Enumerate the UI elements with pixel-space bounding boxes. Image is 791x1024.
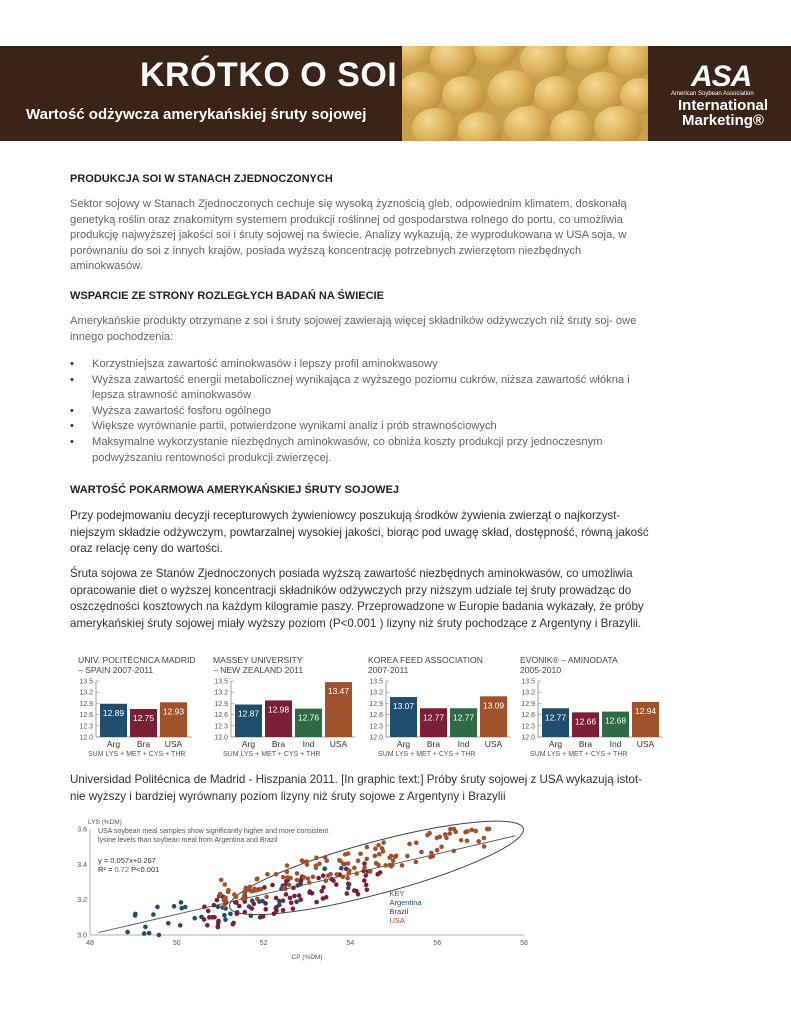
scatter-point [133,912,138,917]
scatter-point [295,871,300,876]
scatter-point [322,866,327,871]
scatter-point [419,850,424,855]
scatter-point [381,840,386,845]
list-item: • Wyższa zawartość energii metabolicznej wynikająca z wyższego poziomu cukrów, niższa zawartość włókna i lepsza strawność aminokwasów [70,373,660,404]
bar-value-label: 12.93 [162,706,185,717]
bar-chart-evonik [512,655,657,763]
scatter-point [249,906,254,911]
chart-plot [70,677,198,751]
scatter-point [389,854,394,859]
scatter-point [155,905,160,910]
list-item: • Większe wyrównanie partii, potwierdzone wynikami analiz i prób strawnościowych [70,419,660,435]
scatter-point [288,876,293,881]
scatter-point [352,888,357,893]
scatter-point [274,872,279,877]
section-text-production: Sektor sojowy w Stanach Zjednoczonych cechuje się wysoką żyznością gleb, odpowiednim klimatem, doskonałą genetyką roślin oraz znakomitym systemem produkcji roślinnej od gospodarstwa rolnego do portu, co umożliwia produkcję najwyższej jakości soi i śruty sojowej na świecie. Analizy wykazują, że wyprodukowana w USA soja, w porównaniu do soi z innych krajów, posiada wyższą koncentrację potrzebnych zwierzętom niezbędnych aminokwasów. [70,198,627,273]
y-tick-label: 12.0 [79,734,93,742]
scatter-point [291,906,296,911]
soybeans-photo [402,46,648,141]
scatter-point [362,861,367,866]
scatter-point [334,872,339,877]
scatter-point [316,876,321,881]
asa-logo [665,60,777,130]
scatter-point [407,842,412,847]
scatter-point [270,883,275,888]
scatter-point [297,893,302,898]
chart-note: lysine levels than soybean meal from Argentina and Brazil [98,837,278,844]
x-tick-label: Ind [457,739,470,749]
legend-entry: Brazil [389,907,409,917]
scatter-point [222,904,227,909]
scatter-point [147,931,152,936]
list-item: • Wyższa zawartość fosforu ogólnego [70,404,660,420]
x-tick-label: 50 [172,940,181,947]
scatter-point [443,832,448,837]
benefits-list [70,357,660,466]
bar-value-label: 12.75 [132,713,155,723]
scatter-point [202,917,207,922]
scatter-point [425,833,430,838]
bar-value-label: 12.77 [544,712,567,723]
list-item: • Korzystniejsza zawartość aminokwasów i lepszy profil aminokwasowy [70,357,660,373]
scatter-point [284,892,289,897]
y-tick-label: 12.3 [79,723,93,731]
soybean-shape [458,112,502,141]
scatter-point [212,903,217,908]
scatter-point [447,831,452,836]
scatter-point [274,896,279,901]
scatter-point [324,858,329,863]
scatter-point [356,858,361,863]
scatter-point [448,827,453,832]
scatter-point [368,869,373,874]
scatter-point [142,931,147,936]
scatter-point [249,914,254,919]
scatter-point [435,848,440,853]
scatter-point [289,901,294,906]
chart-title: UNIV. POLITÉCNICA MADRID – SPAIN 2007-2011 [78,655,196,675]
x-tick-label: 52 [259,940,268,947]
scatter-point [377,852,382,857]
x-tick-label: USA [329,739,348,749]
scatter-point [435,836,440,841]
scatter-point [383,863,388,868]
soybean-shape [608,46,648,78]
scatter-point [264,895,269,900]
scatter-point [206,909,211,914]
y-tick-label: 12.3 [521,723,535,731]
bar-value-label: 13.07 [392,701,415,712]
scatter-point [346,851,351,856]
scatter-chart [62,815,542,965]
scatter-point [380,846,385,851]
scatter-point [192,916,197,921]
section-text-nutrition-1: Przy podejmowaniu decyzji recepturowych żywieniowcy poszukują środków żywienia zwierząt o najkorzyst- niejszym składzie odżywczym, powtarzalnej wysokiej jakości, biorąc pod uwagę skład, dostępność, równą jakość oraz relację ceny do wartości. [70,509,649,555]
list-item: • Maksymalne wykorzystanie niezbędnych aminokwasów, co obniża koszty produkcji przy jednoczesnym podwyższaniu rentowności produkcji zwierzęcej. [70,435,660,466]
x-tick-label: Bra [136,739,151,749]
scatter-point [302,875,307,880]
chart-xlabel: SUM LYS + MET + CYS + THR [223,751,321,758]
scatter-point [339,866,344,871]
y-tick-label: 13.2 [214,689,228,697]
scatter-point [244,886,249,891]
scatter-point [314,863,319,868]
soybean-shape [430,46,476,78]
scatter-point [298,897,303,902]
chart-title: MASSEY UNIVERSITY – NEW ZEALAND 2011 [213,655,304,675]
bar-value-label: 12.89 [102,707,125,718]
chart-xlabel: SUM LYS + MET + CYS + THR [530,751,628,758]
soybean-shape [504,106,552,141]
scatter-point [143,925,148,930]
scatter-caption: Universidad Politécnica de Madrid - Hiszpania 2011. [In graphic text:] Próby śruty sojowej z USA wykazują istot- nie wyższy i bardziej wyrównany poziom lizyny niż śruty sojowe z Argentyny i Brazylii [70,773,642,803]
y-tick-label: 13.2 [369,689,383,697]
chart-note: USA soybean meal samples show significantly higher and more consistent [98,828,329,835]
scatter-point [364,883,369,888]
scatter-point [364,857,369,862]
scatter-point [231,922,236,927]
scatter-point [346,861,351,866]
scatter-point [358,852,363,857]
bar-value-label: 13.47 [327,686,350,697]
page-subtitle: Wartość odżywcza amerykańskiej śruty sojowej [26,106,367,123]
scatter-point [341,861,346,866]
scatter-point [465,839,470,844]
scatter-point [376,843,381,848]
scatter-point [324,895,329,900]
soybean-shape [474,46,518,68]
y-tick-label: 12.0 [214,734,228,742]
y-axis-label: LYS (%DM) [88,819,122,826]
scatter-point [400,863,405,868]
scatter-point [373,846,378,851]
scatter-point [255,897,260,902]
scatter-point [474,829,479,834]
scatter-point [179,900,184,905]
scatter-point [259,887,264,892]
x-axis-label: CP (%DM) [291,954,323,961]
scatter-point [345,891,350,896]
bar-value-label: 12.77 [422,712,445,723]
section-text-nutrition-2: Śruta sojowa ze Stanów Zjednoczonych posiada wyższą zawartość niezbędnych aminokwasów, co umożliwia opracowanie diet o wyższej koncentracji składników odżywczych przy niższym udziale tej śruty prowadząc do oszczędności kosztowych na każdym kilogramie paszy. Przeprowadzone w Europie badania wykazały, że próby amerykańskiej śruty sojowej miały wyższy poziom (P<0.001 ) lizyny niż śruty pochodzące z Argentyny i Brazylii. [70,567,644,630]
y-tick-label: 3.4 [77,861,87,869]
asa-logo-text: International Marketing® [677,97,768,129]
scatter-point [157,933,162,938]
scatter-point [228,912,233,917]
bar-value-label: 12.77 [452,712,475,723]
scatter-point [463,830,468,835]
scatter-point [285,870,290,875]
scatter-point [414,840,419,845]
y-tick-label: 12.6 [521,712,535,720]
scatter-point [310,891,315,896]
bar-value-label: 12.94 [634,705,657,716]
scatter-point [215,898,220,903]
scatter-point [314,856,319,861]
legend-entry: USA [389,916,405,926]
scatter-point [414,860,419,865]
y-tick-label: 13.5 [79,678,93,686]
y-tick-label: 13.5 [521,678,535,686]
bar-value-label: 12.87 [237,708,260,719]
scatter-point [218,893,223,898]
scatter-point [223,917,228,922]
scatter-point [281,875,286,880]
y-tick-label: 13.5 [369,678,383,686]
scatter-point [356,892,361,897]
scatter-point [476,839,481,844]
scatter-point [263,901,268,906]
scatter-point [362,865,367,870]
y-tick-label: 12.3 [214,723,228,731]
bar-chart-massey [205,655,350,763]
scatter-point [287,883,292,888]
asa-logo-assoc: American Soybean Association [671,91,754,97]
scatter-point [347,868,352,873]
chart-title: EVONIK® – AMINODATA 2005-2010 [520,655,618,675]
x-tick-label: Bra [271,739,286,749]
bar-chart-korea [360,655,505,763]
scatter-point [272,911,277,916]
scatter-point [319,889,324,894]
x-tick-label: Arg [548,739,563,749]
bar-value-label: 12.76 [297,712,320,723]
scatter-point [482,836,487,841]
scatter-point [439,845,444,850]
soybean-shape [402,72,444,112]
x-tick-label: 48 [86,940,94,947]
x-tick-label: USA [164,739,183,749]
section-heading-production: PRODUKCJA SOI W STANACH ZJEDNOCZONYCH [70,173,333,185]
x-tick-label: Ind [609,739,622,749]
y-tick-label: 12.9 [369,700,383,708]
scatter-point [482,844,487,849]
scatter-point [151,912,156,917]
scatter-point [300,858,305,863]
y-tick-label: 13.2 [79,689,93,697]
y-tick-label: 3.6 [77,826,87,834]
scatter-point [274,905,279,910]
scatter-point [172,904,177,909]
scatter-point [294,900,299,905]
bar-chart-madrid [70,655,198,763]
scatter-point [219,878,224,883]
scatter-point [459,838,464,843]
scatter-point [222,913,227,918]
page-title: KRÓTKO O SOI [140,56,398,94]
scatter-point [345,876,350,881]
scatter-point [365,845,370,850]
y-tick-label: 12.0 [369,734,383,742]
y-tick-label: 12.9 [214,700,228,708]
scatter-point [281,908,286,913]
soybean-shape [442,76,486,114]
scatter-point [470,828,475,833]
scatter-point [255,877,260,882]
chart-plot [512,677,662,751]
scatter-point [365,888,370,893]
scatter-point [285,863,290,868]
x-tick-label: Ind [302,739,315,749]
scatter-point [304,859,309,864]
scatter-point [216,919,221,924]
y-tick-label: 12.6 [369,712,383,720]
scatter-point [454,830,459,835]
scatter-point [243,910,248,915]
x-tick-label: Bra [426,739,441,749]
chart-xlabel: SUM LYS + MET + CYS + THR [378,751,476,758]
scatter-point [125,930,130,935]
scatter-point [388,863,393,868]
y-tick-label: 12.6 [214,712,228,720]
legend-entry: Argentina [389,898,422,908]
scatter-point [282,886,287,891]
bar-value-label: 12.68 [604,715,627,726]
scatter-point [291,886,296,891]
scatter-point [391,858,396,863]
scatter-point [346,886,351,891]
scatter-point [207,915,212,920]
scatter-point [487,827,492,832]
scatter-point [394,854,399,859]
y-tick-label: 13.2 [521,689,535,697]
y-tick-label: 12.9 [521,700,535,708]
y-tick-label: 12.6 [79,712,93,720]
soybean-shape [594,106,642,141]
x-tick-label: 58 [520,940,528,947]
chart-plot [360,677,510,751]
scatter-point [226,888,231,893]
scatter-point [326,873,331,878]
section-heading-nutrition: WARTOŚĆ POKARMOWA AMERYKAŃSKIEJ ŚRUTY SOJOWEJ [70,484,400,496]
x-tick-label: USA [484,739,503,749]
chart-plot [205,677,355,751]
y-tick-label: 13.5 [214,678,228,686]
scatter-point [234,895,239,900]
chart-title: KOREA FEED ASSOCIATION 2007-2011 [368,655,483,675]
y-tick-label: 3.0 [77,932,87,940]
scatter-point [179,906,184,911]
scatter-point [235,911,240,916]
x-tick-label: 54 [346,940,355,947]
scatter-point [324,878,329,883]
trend-equation: y = 0.057x+0.267 [98,856,156,865]
scatter-point [306,876,311,881]
scatter-point [341,875,346,880]
scatter-point [166,921,171,926]
scatter-point [202,905,207,910]
scatter-point [314,900,319,905]
scatter-point [375,872,380,877]
scatter-point [337,858,342,863]
scatter-point [252,902,257,907]
section-text-research: Amerykańskie produkty otrzymane z soi i śruty sojowej zawierają więcej składników odżywczych niż śruty soj- owe innego pochodzenia: [70,315,637,343]
soybean-shape [412,108,458,141]
soybean-shape [566,46,612,72]
scatter-point [364,873,369,878]
scatter-point [347,882,352,887]
bar-value-label: 13.09 [482,700,505,711]
scatter-point [311,875,316,880]
chart-xlabel: SUM LYS + MET + CYS + THR [88,751,186,758]
scatter-point [307,880,312,885]
scatter-point [373,854,378,859]
scatter-point [234,900,239,905]
x-tick-label: Arg [396,739,411,749]
scatter-point [241,896,246,901]
bar-value-label: 12.98 [267,704,290,715]
scatter-point [405,854,410,859]
x-tick-label: Arg [241,739,256,749]
x-tick-label: Bra [578,739,593,749]
scatter-point [295,878,300,883]
scatter-point [352,866,357,871]
r-squared: R² = 0.72 P<0.001 [98,865,160,874]
section-heading-research: WSPARCIE ZE STRONY ROZLEGŁYCH BADAŃ NA ŚWIECIE [70,290,384,302]
scatter-point [362,878,367,883]
bar-value-label: 12.66 [574,716,597,727]
legend-title: KEY [389,889,405,899]
scatter-point [223,899,228,904]
scatter-point [223,882,228,887]
y-tick-label: 12.9 [79,700,93,708]
scatter-point [178,923,183,928]
x-tick-label: Arg [106,739,121,749]
soybean-shape [550,110,596,141]
y-tick-label: 12.3 [369,723,383,731]
y-tick-label: 3.2 [77,897,87,905]
scatter-point [254,888,259,893]
scatter-point [265,872,270,877]
scatter-point [261,914,266,919]
scatter-point [374,861,379,866]
asa-logo-mark: ASA [691,60,752,93]
scatter-point [288,896,293,901]
scatter-point [292,894,297,899]
scatter-point [321,873,326,878]
scatter-point [354,871,359,876]
x-tick-label: USA [636,739,655,749]
scatter-point [452,849,457,854]
scatter-point [429,851,434,856]
scatter-point [281,898,286,903]
scatter-point [331,878,336,883]
y-tick-label: 12.0 [521,734,535,742]
scatter-point [263,907,268,912]
scatter-point [216,904,221,909]
scatter-point [205,923,210,928]
scatter-point [334,882,339,887]
x-tick-label: 56 [433,940,442,947]
